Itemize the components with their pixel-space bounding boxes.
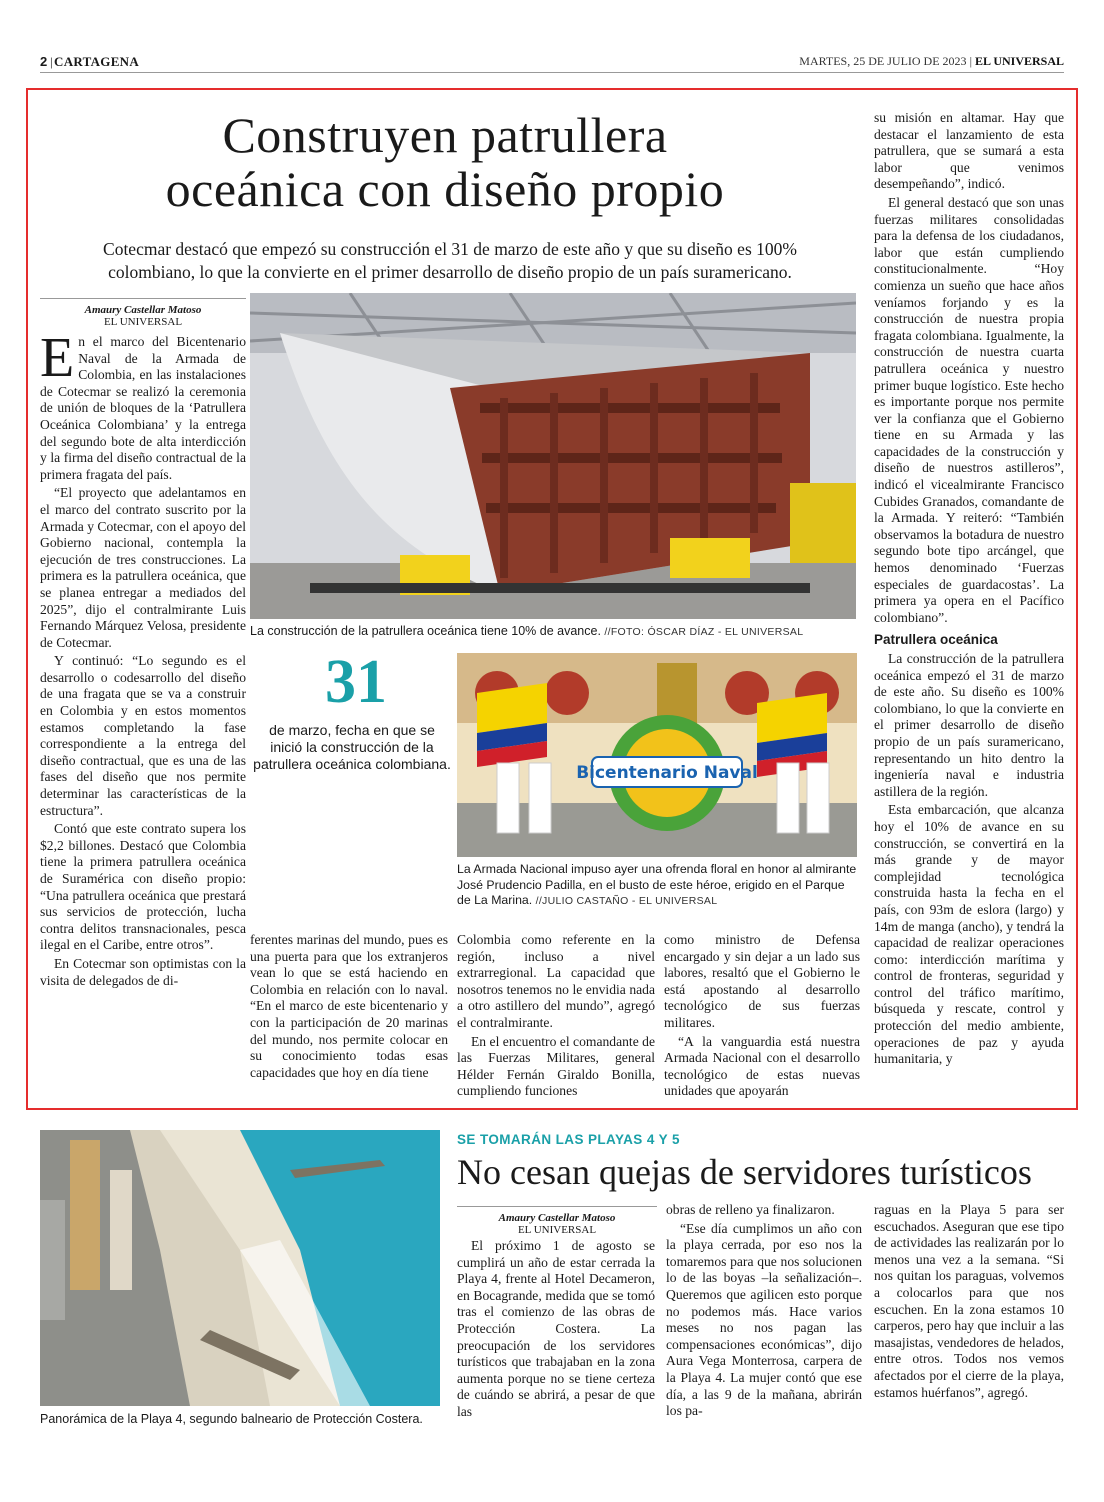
article-column-5: su misión en altamar. Hay que destacar el lanzamiento de esta patrullera, que se sumará a esta labor que venimos desempeñando”, indicó. El general destacó que son unas fuerzas militares consolidadas para la defensa de los ciudadanos, labor que están cumpliendo constitucionalmente. “Hoy comienza un sueño que hace años veníamos forjando y es la construcción de nuestra propia fragata colombiana. Igualmente, la construcción de nuestra cuarta patrullera oceánica y nuestro primer buque logístico. Este hecho es importante porque nos permite ver la confianza que el Gobierno tiene en su Armada y las capacidades de la construcción y diseño de nuestros astilleros”, indicó el vicealmirante Francisco Cubides Granados, comandante de la Armada. Y reiteró: “También observamos la botadura de nuestro segundo bote tipo arcángel, que hemos denominado ‘Fuerzas especiales de guardacostas’. La primera ya opera en el Pacífico colombiano”. Patrullera oceánica La construcción de la patrullera oceánica empezó el 31 de marzo de este año. Su diseño es 100% colombiano, lo que la convierte en el primer desarrollo de diseño propio de un país suramericano, representando un hito dentro la ingeniería naval e industria astillera de la región. Esta embarcación, que alcanza hoy el 10% de avance en su construcción, se convertirá en la más grande y de mayor complejidad tecnológica construida hasta la fecha en el país, con 93m de eslora (largo) y 14m de manga (ancho), y tendrá la capacidad de realizar operaciones como: interdicción marítima y control de fronteras, seguridad y control del tráfico marítimo, búsqueda y rescate, control y protección del medio ambiente, operaciones de paz y ayuda humanitaria, y — [874, 110, 1064, 1067]
article-column-4: como ministro de Defensa encargado y sin dejar a un lado sus labores, resaltó que el Gobierno le está apostando al desarrollo tecnológico de sus fuerzas militares. “A la vanguardia está nuestra Armada Nacional con el desarrollo tecnológico de estas nuevas unidades que apoyarán — [664, 932, 860, 1099]
article2-column-2: obras de relleno ya finalizaron. “Ese día cumplimos un año con la playa cerrada, por eso nos la tomaremos para que nos solucionen lo de las boyas –la señalización–. Queremos que agilicen esto porque no podemos más. Hace varios meses no nos pagan las compensaciones económicas”, dijo Aura Vega Monterrosa, carpera de la Playa 4. La mujer contó que ese día, a las 9 de la mañana, abrirán los pa- — [666, 1202, 862, 1419]
byline-rule — [40, 298, 246, 299]
photo1-credit: //FOTO: ÓSCAR DÍAZ - EL UNIVERSAL — [604, 626, 804, 638]
article2-column-1: El próximo 1 de agosto se cumplirá un año de estar cerrada la Playa 4, frente al Hotel Decameron, en Bocagrande, medida que se tomó tras el comienzo de las obras de Protección Costera. La preocupación de los servidores turísticos que trabajaban en la zona aumenta porque no se tiene certeza de cuándo se abrirá, a pesar de que las — [457, 1238, 655, 1419]
section-name: CARTAGENA — [54, 54, 140, 69]
ceremony-photo — [457, 653, 857, 857]
beach-photo-caption: Panorámica de la Playa 4, segundo balneario de Protección Costera. — [40, 1412, 423, 1426]
byline: Amaury Castellar Matoso EL UNIVERSAL — [84, 304, 202, 328]
header-divider: | — [50, 54, 53, 69]
stat-number: 31 — [325, 648, 387, 716]
subheading: Patrullera oceánica — [874, 632, 998, 648]
photo2-caption: La Armada Nacional impuso ayer una ofrenda floral en honor al almirante José Prudencio Padilla, en el busto de este héroe, erigido en el Parque de La Marina. //JULIO CASTAÑO - EL UNIVERSAL — [457, 862, 857, 907]
page-number: 2 — [40, 54, 48, 69]
stat-description: de marzo, fecha en que se inició la construcción de la patrullera oceánica colombiana. — [253, 722, 451, 772]
issue-date: MARTES, 25 DE JULIO DE 2023 | EL UNIVERSAL — [799, 54, 1064, 68]
article-column-3: Colombia como referente en la región, incluso a nivel extrarregional. La capacidad que nosotros tenemos no le envidia nada a otro astillero del mundo”, agregó el contralmirante. En el encuentro el comandante de las Fuerzas Militares, general Hélder Fernán Giraldo Bonilla, cumpliendo funciones — [457, 932, 655, 1099]
article-column-2: ferentes marinas del mundo, pues es una puerta para que los extranjeros vean lo que se está haciendo en Colombia en relación con lo naval. “En el marco de este bicentenario y con la participación de 20 marinas del mundo, nos permite colocar en su conocimiento todas esas capacidades que hoy en día tiene — [250, 932, 448, 1080]
article-column-1: En el marco del Bicentenario Naval de la Armada de Colombia, en las instalaciones de Cotecmar se realizó la ceremonia de unión de bloques de la ‘Patrullera Oceánica Colombiana’ y la entrega del segundo bote de alta interdicción y la firma del diseño contractual de la primera fragata del país. “El proyecto que adelantamos en el marco del contrato suscrito por la Armada y Cotecmar, con el apoyo del Gobierno nacional, contempla la ejecución de tres construcciones. La primera es la patrullera oceánica, que se planea entregar a mediados del 2025”, dijo el contralmirante Luis Fernando Márquez Velosa, presidente de Cotecmar. Y continuó: “Lo segundo es el desarrollo o codesarrollo del diseño de una fragata que se va a construir en Colombia y en estos momentos estamos completando la fase correspondiente a la entrega del diseño contractual, que es una de las fases del diseño que nos permite determinar las características de la estructura”. Contó que este contrato supera los $2,2 billones. Destacó que Colombia tiene la primera patrullera oceánica de Suramérica con diseño propio: “Una patrullera oceánica que prestará sus servicios de protección, lucha contra delitos transnacionales, pesca ilegal en el Caribe, entre otros”. En Cotecmar son optimistas con la visita de delegados de di- — [40, 327, 246, 988]
article2-column-3: raguas en la Playa 5 para ser escuchados. Aseguran que ese tipo de actividades las realizarán por lo menos una vez a la semana. “Si nos quitan los paraguas, volvemos a colocarlos para que nos escuchen. En la zona estamos 10 carperos, pero hay que incluir a las masajistas, vendedores de helados, entre otros. Todos nos vemos afectados por el cierre de la playa, estamos huérfanos”, agregó. — [874, 1202, 1064, 1400]
article-headline: Construyen patrullera oceánica con diseño propio — [165, 107, 725, 217]
wreath-banner-text: Bicentenario Naval — [576, 763, 758, 783]
photo1-caption: La construcción de la patrullera oceánica tiene 10% de avance. //FOTO: ÓSCAR DÍAZ - EL UNIVERSAL — [250, 624, 804, 638]
drop-cap: E — [40, 327, 75, 389]
article-dek: Cotecmar destacó que empezó su construcción el 31 de marzo de este año y que su diseño es 100% colombiano, lo que la convierte en el primer desarrollo de diseño propio de un país suramericano. — [103, 239, 797, 282]
article2-byline: Amaury Castellar Matoso EL UNIVERSAL — [498, 1212, 616, 1236]
page-header — [40, 54, 1064, 73]
ship-construction-photo — [250, 293, 856, 619]
beach-aerial-photo — [40, 1130, 440, 1406]
byline2-rule — [457, 1206, 657, 1207]
article2-kicker: SE TOMARÁN LAS PLAYAS 4 Y 5 — [457, 1132, 680, 1147]
article2-headline: No cesan quejas de servidores turísticos — [457, 1152, 1032, 1192]
photo2-credit: //JULIO CASTAÑO - EL UNIVERSAL — [535, 895, 718, 907]
paper-name: EL UNIVERSAL — [974, 54, 1064, 68]
